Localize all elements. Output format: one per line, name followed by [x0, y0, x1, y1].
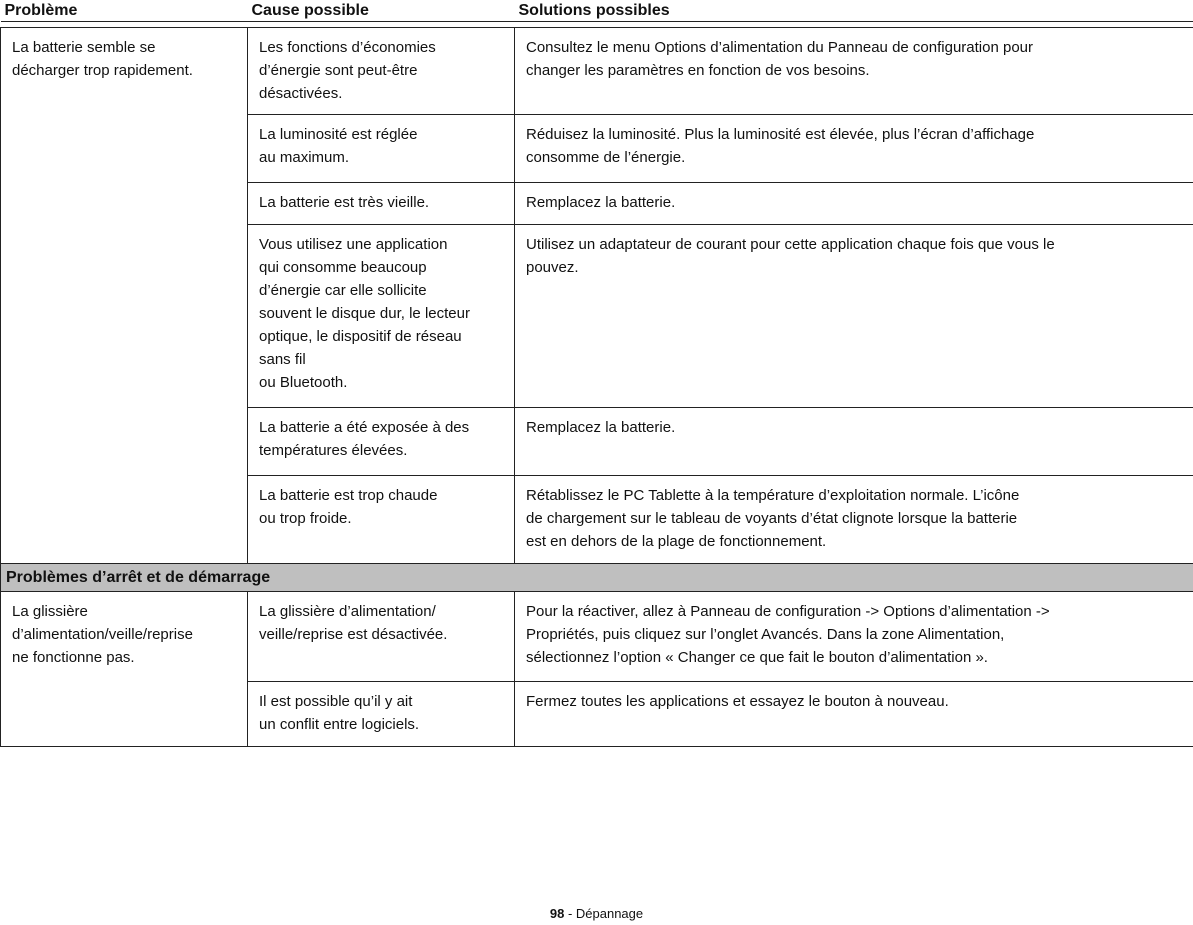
solution-cell: Remplacez la batterie. — [515, 183, 1193, 225]
header-solutions: Solutions possibles — [515, 0, 1193, 22]
header-problem: Problème — [1, 0, 248, 22]
cause-cell: La batterie est très vieille. — [248, 183, 515, 225]
solution-cell: Consultez le menu Options d’alimentation du Panneau de configuration pour changer les paramètres en fonction de vos besoins. — [515, 28, 1193, 115]
solution-cell: Remplacez la batterie. — [515, 408, 1193, 476]
footer-separator: - — [564, 906, 576, 921]
section-title: Problèmes d’arrêt et de démarrage — [1, 564, 1193, 592]
problem-cell: La batterie semble se décharger trop rapidement. — [1, 28, 248, 564]
solution-cell: Pour la réactiver, allez à Panneau de configuration -> Options d’alimentation -> Propriétés, puis cliquez sur l’onglet Avancés. Dans la zone Alimentation, sélectionnez l’option « Changer ce que fait le bouton d’alimentation ». — [515, 592, 1193, 682]
footer-section-name: Dépannage — [575, 906, 644, 921]
cause-cell: La glissière d’alimentation/ veille/reprise est désactivée. — [248, 592, 515, 682]
cause-cell: La batterie a été exposée à des températures élevées. — [248, 408, 515, 476]
cause-cell: La batterie est trop chaude ou trop froide. — [248, 476, 515, 564]
cause-cell: Vous utilisez une application qui consomme beaucoup d’énergie car elle sollicite souvent le disque dur, le lecteur optique, le dispositif de réseau sans fil ou Bluetooth. — [248, 225, 515, 408]
problem-cell: La glissière d’alimentation/veille/reprise ne fonctionne pas. — [1, 592, 248, 747]
section-header-row — [1, 564, 1193, 592]
cause-cell: Il est possible qu’il y ait un conflit entre logiciels. — [248, 682, 515, 747]
table-row — [1, 28, 1193, 115]
solution-cell: Rétablissez le PC Tablette à la température d’exploitation normale. L’icône de chargement sur le tableau de voyants d’état clignote lorsque la batterie est en dehors de la plage de fonctionnement. — [515, 476, 1193, 564]
table-row — [1, 592, 1193, 682]
cause-cell: Les fonctions d’économies d’énergie sont peut-être désactivées. — [248, 28, 515, 115]
solution-cell: Fermez toutes les applications et essayez le bouton à nouveau. — [515, 682, 1193, 747]
page-footer — [0, 906, 1193, 921]
header-cause: Cause possible — [248, 0, 515, 22]
cause-cell: La luminosité est réglée au maximum. — [248, 115, 515, 183]
table-header-row — [1, 0, 1193, 22]
solution-cell: Utilisez un adaptateur de courant pour cette application chaque fois que vous le pouvez. — [515, 225, 1193, 408]
page-number: 98 — [549, 906, 565, 921]
solution-cell: Réduisez la luminosité. Plus la luminosité est élevée, plus l’écran d’affichage consomme de l’énergie. — [515, 115, 1193, 183]
